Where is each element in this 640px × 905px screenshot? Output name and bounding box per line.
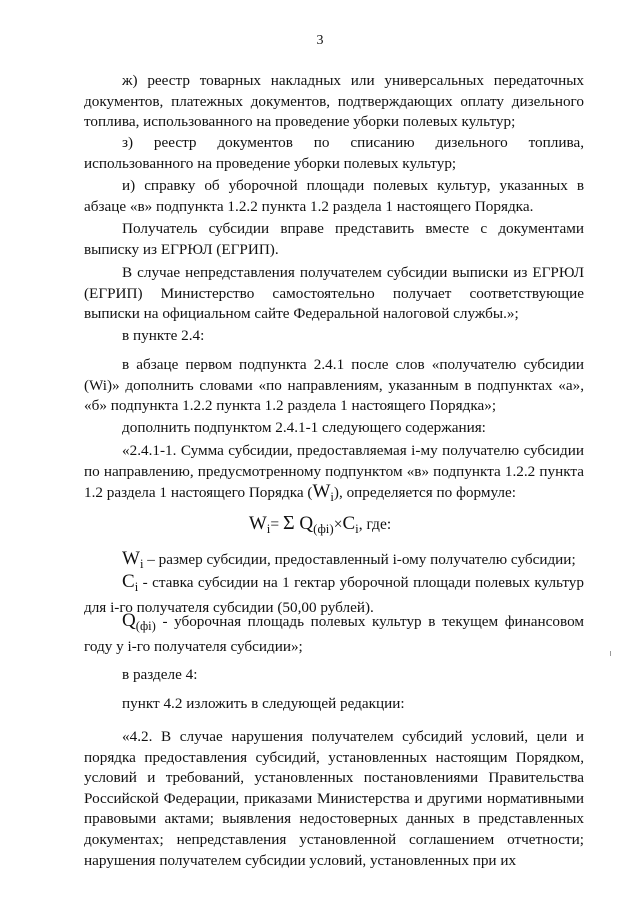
paragraph-recipient-extract: Получатель субсидии вправе представить вместе с документами выписку из ЕГРЮЛ (ЕГРИП).	[84, 220, 584, 258]
paragraph-zh: ж) реестр товарных накладных или универсальных передаточных документов, платежных документов, подтверждающих оплату дизельного топлива, использованного на проведение уборки полевых культур;	[84, 72, 584, 131]
paragraph-ministry-extract: В случае непредставления получателем субсидии выписки из ЕГРЮЛ (ЕГРИП) Министерство самостоятельно получает соответствующие выписки на официальном сайте Федеральной налоговой службы.»;	[84, 264, 584, 323]
ci-def-symbol: C	[122, 571, 135, 592]
q-def-subscript: (фi)	[135, 619, 156, 634]
wi-def-text: – размер субсидии, предоставленный i-ому получателю субсидии;	[143, 551, 576, 568]
ci-def-text: - ставка субсидии на 1 гектар уборочной площади полевых культур для i-го получателя субсидии (50,00 рублей).	[84, 574, 584, 616]
paragraph-z: з) реестр документов по списанию дизельного топлива, использованного на проведение уборки полевых культур;	[84, 134, 584, 172]
wi-symbol: W	[312, 481, 331, 503]
scan-mark	[610, 651, 611, 656]
wi-subscript: i	[330, 490, 334, 505]
ci-def-subscript: i	[134, 580, 139, 595]
paragraph-2-4-1-1	[84, 441, 584, 508]
paragraph-add-2-4-1-1: дополнить подпунктом 2.4.1-1 следующего содержания:	[122, 419, 486, 436]
paragraph-section-4: в разделе 4:	[122, 666, 198, 683]
formula-c-sub: i	[355, 521, 359, 537]
paragraph-subclause-2-4-1: в абзаце первом подпункта 2.4.1 после слов «получателю субсидии (Wi)» дополнить словами «по направлениям, указанным в подпунктах «а», «б» подпункта 1.2.2 пункта 1.2 раздела 1 настоящего Порядка»;	[84, 356, 584, 415]
wi-def-subscript: i	[139, 557, 144, 572]
q-def-text: - уборочная площадь полевых культур в текущем финансовом году у i-го получателя субсидии»;	[84, 613, 584, 655]
paragraph-2-4-1-1-tail: ), определяется по формуле:	[333, 484, 516, 502]
formula-c: C	[342, 513, 356, 534]
formula-times: ×	[333, 516, 343, 533]
formula-sigma: Σ	[283, 512, 295, 534]
paragraph-clause-4-2: пункт 4.2 изложить в следующей редакции:	[122, 695, 405, 712]
paragraph-wi-definition	[84, 549, 584, 575]
formula-q-sub: (фi)	[313, 521, 334, 537]
wi-def-symbol: W	[122, 548, 140, 569]
paragraph-q-definition	[84, 611, 584, 657]
paragraph-i: и) справку об уборочной площади полевых культур, указанных в абзаце «в» подпункта 1.2.2 пункта 1.2 раздела 1 настоящего Порядка.	[84, 177, 584, 215]
subsidy-formula	[0, 512, 640, 537]
formula-q: Q	[294, 513, 314, 534]
paragraph-4-2-text: «4.2. В случае нарушения получателем субсидий условий, цели и порядка предоставления субсидий, установленных настоящим Порядком, условий и требований, установленных постановлениями Правительства Российской Федерации, приказами Министерства и другими нормативными правовыми актами; выявления недостоверных данных в представленных документах; непредставления установленной соглашением отчетности; нарушения получателем субсидии условий, установленных при их	[84, 728, 584, 869]
formula-equals: =	[270, 516, 284, 533]
formula-w: W	[248, 513, 267, 534]
q-def-symbol: Q	[122, 610, 136, 631]
paragraph-clause-2-4: в пункте 2.4:	[122, 327, 205, 344]
paragraph-2-4-1-1-text: «2.4.1-1. Сумма субсидии, предоставляемая i-му получателю субсидии по направлению, предусмотренному подпунктом «в» подпункта 1.2.2 пункта 1.2 раздела 1 настоящего Порядка (	[84, 442, 584, 502]
page-number: 3	[316, 33, 324, 48]
formula-w-sub: i	[266, 521, 271, 537]
formula-tail: , где:	[358, 516, 392, 533]
